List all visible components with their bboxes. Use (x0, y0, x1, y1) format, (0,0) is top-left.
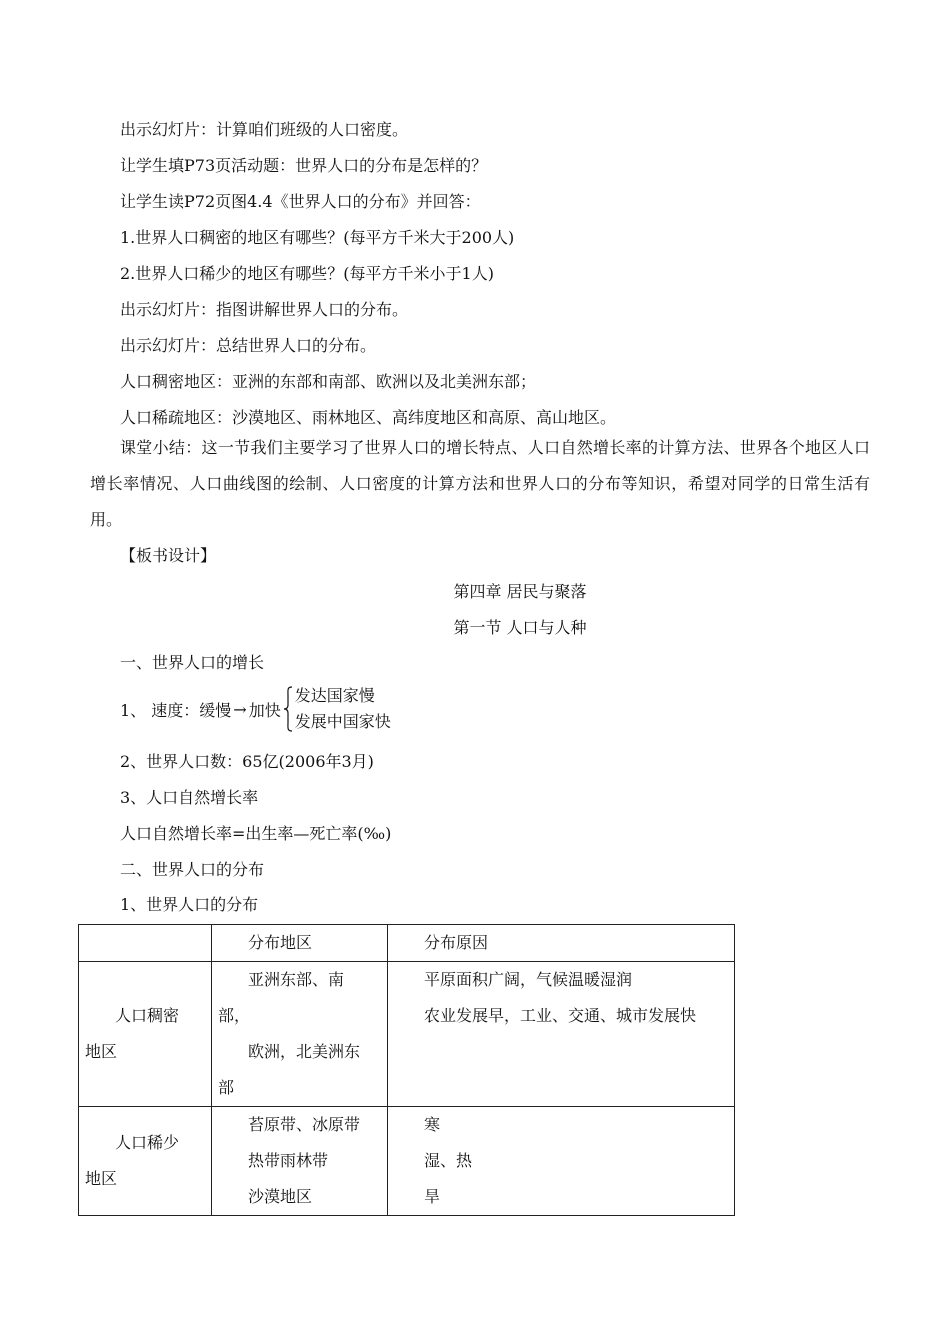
section-title: 第一节 人口与人种 (453, 618, 587, 637)
speed-branch-developing: 发展中国家快 (294, 712, 391, 731)
paragraph-dense-regions: 人口稠密地区：亚洲的东部和南部、欧洲以及北美洲东部； (120, 372, 537, 391)
arrow-icon: → (233, 699, 247, 719)
sparse-region-line-2: 热带雨林带 (248, 1151, 329, 1170)
board-design-heading: 【板书设计】 (120, 546, 217, 565)
dense-reason-line-1: 平原面积广阔，气候温暖湿润 (424, 970, 633, 989)
dense-region-line-3: 欧洲，北美洲东 (248, 1042, 361, 1061)
dense-region-cell (212, 962, 388, 1107)
table-header-reason: 分布原因 (388, 925, 735, 962)
paragraph-slide-density: 出示幻灯片：计算咱们班级的人口密度。 (120, 120, 409, 139)
board-distribution-item: 1、世界人口的分布 (120, 895, 259, 914)
paragraph-sparse-regions: 人口稀疏地区：沙漠地区、雨林地区、高纬度地区和高原、高山地区。 (120, 408, 617, 427)
dense-label-line-2: 地区 (85, 1042, 118, 1061)
table-row (79, 962, 735, 1107)
brace-group (283, 683, 391, 735)
dense-label-line-1: 人口稠密 (115, 1006, 180, 1025)
paragraph-activity: 让学生填P73页活动题：世界人口的分布是怎样的？ (120, 156, 488, 175)
table-header-empty (79, 925, 212, 962)
dense-region-line-2: 部， (218, 1006, 251, 1025)
sparse-label-line-1: 人口稀少 (115, 1133, 180, 1152)
dense-region-line-4: 部 (218, 1078, 235, 1097)
board-population-count: 2、世界人口数：65亿(2006年3月) (120, 752, 374, 771)
speed-branch-developed: 发达国家慢 (294, 686, 375, 705)
table-row (79, 1107, 735, 1216)
sparse-region-line-3: 沙漠地区 (248, 1187, 313, 1206)
dense-label-cell (79, 962, 212, 1107)
sparse-reason-cell (388, 1107, 735, 1216)
paragraph-slide-explain: 出示幻灯片：指图讲解世界人口的分布。 (120, 300, 409, 319)
sparse-reason-line-1: 寒 (424, 1115, 441, 1134)
sparse-label-cell (79, 1107, 212, 1216)
paragraph-slide-summary: 出示幻灯片：总结世界人口的分布。 (120, 336, 377, 355)
dense-reason-cell (388, 962, 735, 1107)
sparse-region-line-1: 苔原带、冰原带 (248, 1115, 361, 1134)
speed-result: 加快 (248, 700, 281, 720)
table-header-row (79, 925, 735, 962)
speed-label: 1、 速度：缓慢 (120, 700, 232, 720)
question-sparse: 2.世界人口稀少的地区有哪些？(每平方千米小于1人) (120, 264, 494, 283)
board-natural-growth: 3、人口自然增长率 (120, 788, 259, 807)
sparse-region-cell (212, 1107, 388, 1216)
distribution-table (78, 924, 735, 1216)
board-formula: 人口自然增长率=出生率—死亡率(‰) (120, 824, 392, 843)
board-heading-distribution: 二、世界人口的分布 (120, 860, 265, 879)
curly-brace-icon (283, 686, 293, 732)
paragraph-class-summary: 课堂小结：这一节我们主要学习了世界人口的增长特点、人口自然增长率的计算方法、世界各个地区人口增长率情况、人口曲线图的绘制、人口密度的计算方法和世界人口的分布等知识，希望对同学的日常生活有用。 (90, 438, 870, 529)
speed-line (120, 680, 391, 738)
chapter-title: 第四章 居民与聚落 (453, 582, 587, 601)
dense-reason-line-2: 农业发展早，工业、交通、城市发展快 (424, 1006, 697, 1025)
sparse-reason-line-2: 湿、热 (424, 1151, 473, 1170)
board-heading-growth: 一、世界人口的增长 (120, 653, 265, 672)
paragraph-read-map: 让学生读P72页图4.4《世界人口的分布》并回答： (120, 192, 481, 211)
dense-region-line-1: 亚洲东部、南 (248, 970, 345, 989)
sparse-label-line-2: 地区 (85, 1169, 118, 1188)
table-header-region: 分布地区 (212, 925, 388, 962)
question-dense: 1.世界人口稠密的地区有哪些？(每平方千米大于200人) (120, 228, 515, 247)
sparse-reason-line-3: 旱 (424, 1187, 441, 1206)
